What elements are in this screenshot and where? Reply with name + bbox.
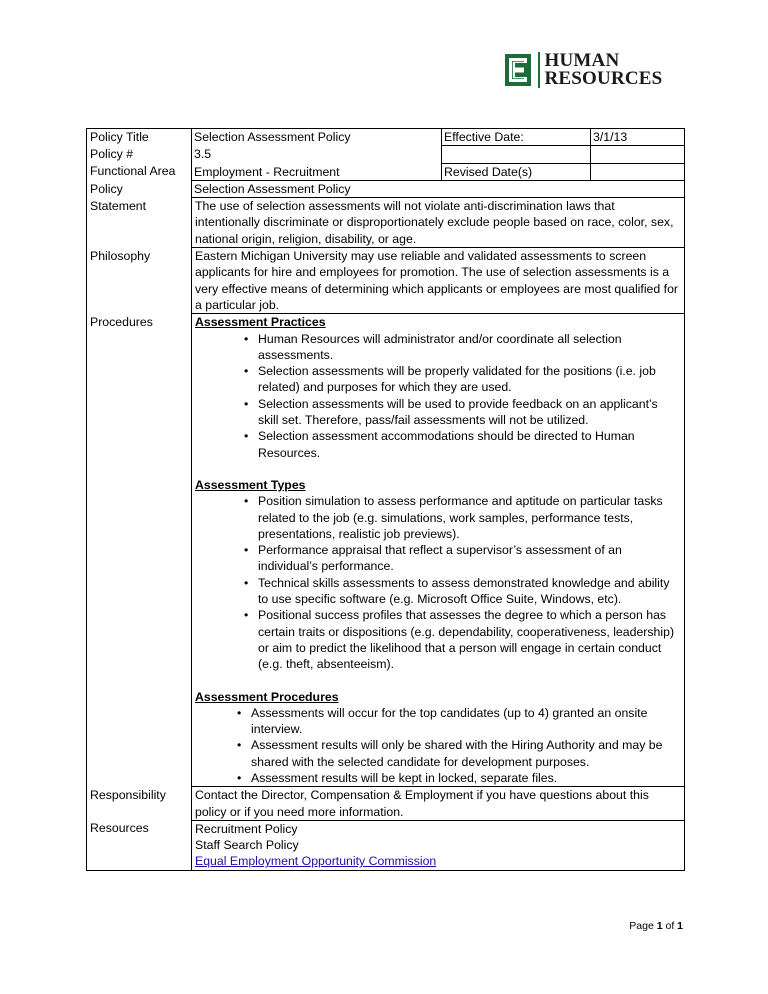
logo-divider (538, 52, 540, 88)
list-item: • Human Resources will administrator and/or coordinate all selection assessments. (258, 331, 681, 364)
section-title: Assessment Types (195, 477, 306, 492)
section-title: Assessment Practices (195, 315, 326, 330)
procedures-content (192, 314, 685, 787)
resources-content (192, 820, 685, 870)
label-procedures: Procedures (87, 314, 192, 787)
row-responsibility (87, 787, 685, 821)
spacer (195, 673, 681, 689)
footer-of: of (662, 920, 678, 932)
label-policy-title: Policy Title (87, 129, 192, 147)
row-policy-title (87, 129, 685, 147)
label-resources: Resources (87, 820, 192, 870)
list-item: • Assessments will occur for the top candidates (up to 4) granted an onsite interview. (251, 705, 681, 738)
row-philosophy (87, 248, 685, 314)
resource-item: Staff Search Policy (195, 838, 299, 853)
policy-number-value: 3.5 (194, 147, 212, 162)
logo-line1: HUMAN (544, 50, 620, 71)
logo-line2: RESOURCES (544, 68, 663, 89)
spacer (195, 461, 681, 477)
policy-table (86, 128, 685, 871)
hr-logo (504, 52, 662, 88)
list-item: • Selection assessments will be properly validated for the positions (i.e. job related) and purposes for which they are used. (258, 363, 681, 396)
philosophy-text: Eastern Michigan University may use reliable and validated assessments to screen applicants for hire and employees for promotion. The use of selection assessments is a very effective means of determining which applicants or employees are most qualified for a particular job. (192, 248, 685, 314)
footer-total: 1 (677, 920, 683, 932)
effective-date-label: Effective Date: (441, 129, 590, 146)
resource-item: Recruitment Policy (195, 821, 298, 836)
row-procedures (87, 314, 685, 787)
label-philosophy: Philosophy (87, 248, 192, 314)
list-item: • Assessment results will be kept in locked, separate files. (251, 770, 681, 786)
header-grid (192, 129, 684, 197)
label-functional-area: Functional Area (87, 163, 192, 180)
statement-text: The use of selection assessments will not violate anti-discrimination laws that intentionally discriminate or disproportionately exclude people based on race, color, sex, national origin, religion, disability, or age. (192, 198, 685, 248)
label-policy: Policy (87, 181, 192, 198)
list-item: • Position simulation to assess performance and aptitude on particular tasks related to the job (e.g. simulations, work samples, performance tests, presentations, realistic job previews). (258, 493, 681, 542)
effective-date-spacer-2 (590, 146, 684, 163)
effective-date-value: 3/1/13 (590, 129, 684, 146)
footer-page: 1 (656, 920, 663, 932)
row-resources (87, 820, 685, 870)
policy-title-value: Selection Assessment Policy (194, 130, 351, 144)
list-item: • Assessment results will only be shared with the Hiring Authority and may be shared with the selected candidate for development purposes. (251, 737, 681, 770)
list-item: • Selection assessments will be used to provide feedback on an applicant’s skill set. Therefore, pass/fail assessments will not be utilized. (258, 396, 681, 429)
assessment-types-list (195, 493, 681, 672)
effective-date-spacer (441, 146, 590, 163)
label-responsibility: Responsibility (87, 787, 192, 821)
label-statement: Statement (87, 198, 192, 248)
revised-dates-value (590, 164, 684, 181)
responsibility-text: Contact the Director, Compensation & Employment if you have questions about this policy or if you need more information. (192, 787, 685, 821)
policy-value: Selection Assessment Policy (194, 181, 351, 196)
header-block (192, 129, 685, 198)
revised-dates-label: Revised Date(s) (441, 164, 590, 181)
eeoc-link[interactable]: Equal Employment Opportunity Commission (195, 854, 437, 869)
page-footer (629, 920, 683, 932)
list-item: • Performance appraisal that reflect a supervisor’s assessment of an individual’s performance. (258, 542, 681, 575)
functional-area-value: Employment - Recruitment (192, 164, 441, 181)
label-policy-number: Policy # (87, 146, 192, 163)
emu-e-logo-icon (504, 53, 532, 87)
footer-prefix: Page (629, 920, 657, 932)
assessment-practices-list (195, 331, 681, 461)
logo-wordmark (545, 52, 663, 88)
list-item: • Technical skills assessments to assess demonstrated knowledge and ability to use specific software (e.g. Microsoft Office Suite, Windows, etc). (258, 575, 681, 608)
section-title: Assessment Procedures (195, 689, 339, 704)
list-item: • Positional success profiles that assesses the degree to which a person has certain traits or dispositions (e.g. dependability, cooperativeness, leadership) or aim to predict the likelihood that a person will engage in certain conduct (e.g. theft, absenteeism). (258, 607, 681, 672)
assessment-procedures-list (195, 705, 681, 786)
list-item: • Selection assessment accommodations should be directed to Human Resources. (258, 428, 681, 461)
row-statement (87, 198, 685, 248)
